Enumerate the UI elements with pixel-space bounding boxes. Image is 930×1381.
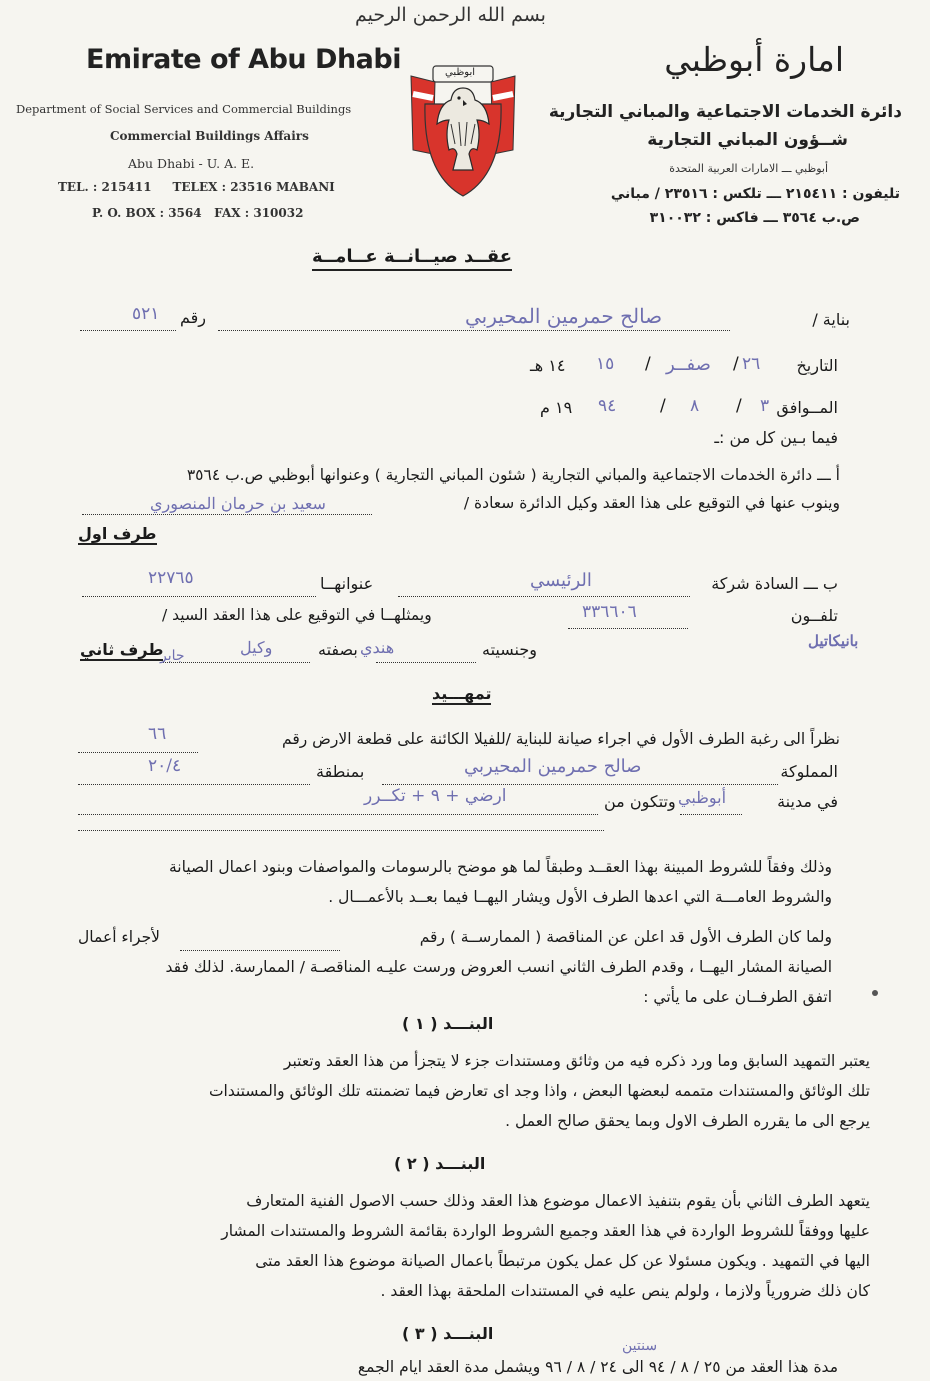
party-b-capacity-label: بصفته (318, 640, 358, 659)
preamble-owned-value: صالح حمرمين المحيربي (464, 756, 642, 777)
header-en-title: Emirate of Abu Dhabi (86, 44, 401, 75)
date-greg-label: المــوافق (776, 398, 838, 417)
date-greg-day: ٣ (760, 396, 770, 416)
preamble-area-value: ٢٠/٤ (148, 756, 182, 776)
date-hijri-month: صفــر (666, 354, 711, 375)
para2-line2: الصيانة المشار اليهــا ، وقدم الطرف الثاني انسب العروض ورست عليـه المناقصـة / الممارسة. لذلك فقد (165, 958, 832, 976)
header-en-affairs: Commercial Buildings Affairs (110, 129, 309, 143)
clause1-line1: يعتبر التمهيد السابق وما ورد ذكره فيه من وثائق ومستندات جزء لا يتجزأ من هذا العقد وتعتبر (283, 1052, 870, 1070)
owner-value: صالح حمرمين المحيربي (465, 304, 663, 328)
header-ar-phone: تليفون : ٢١٥٤١١ ـــ تلكس : ٢٣٥١٦ / مباني (610, 186, 900, 202)
owner-label: بناية / (812, 310, 850, 329)
header-ar-dept: دائرة الخدمات الاجتماعية والمباني التجارية (548, 102, 902, 122)
header-en-tel: TEL. : 215411 TELEX : 23516 MABANI (58, 180, 335, 194)
clause3-note: سنتين (622, 1338, 658, 1354)
date-hijri-day: ٢٦ (742, 354, 761, 374)
para2-line1: ولما كان الطرف الأول قد اعلن عن المناقصة ( الممارســة ) رقم (419, 928, 832, 946)
preamble-area-dotline (78, 772, 310, 785)
preamble-extra-dotline (78, 818, 604, 831)
para2-number-dotline (180, 938, 340, 951)
clause2-line3: اليها في التمهيد . ويكون مسئولا عن كل عمل يكون مرتبطاً باعمال الصيانة موضوع هذا العقد متى (255, 1252, 870, 1270)
clause1-line3: يرجع الى ما يقرره الطرف الاول وبما يحقق صالح العمل . (505, 1112, 870, 1130)
scan-speck (872, 990, 878, 996)
date-sep-3: / (736, 396, 742, 416)
party-a-line2: وينوب عنها في التوقيع على هذا العقد وكيل الدائرة سعادة / (463, 494, 840, 512)
date-greg-suffix: ١٩ م (540, 398, 573, 417)
header-ar-title: امارة أبوظبي (664, 40, 844, 79)
party-b-tag: طرف ثاني (80, 640, 164, 659)
doc-title: عقــد صيــانــة عــامــة (312, 246, 512, 271)
clause2-line4: كان ذلك ضرورياً ولازما ، ولولم ينص عليه في المستندات الملحقة بهذا العقد . (380, 1282, 870, 1300)
party-b-address-dotline (82, 584, 316, 597)
party-a-line1: أ ـــ دائرة الخدمات الاجتماعية والمباني التجارية ( شئون المباني التجارية ) وعنوانها أبوظبي ص.ب ٣٥٦٤ (186, 466, 840, 484)
party-b-rep-value: بانيكاتيل (808, 632, 859, 650)
preamble-city-label: في مدينة (777, 792, 838, 811)
preamble-consists-dotline (78, 802, 598, 815)
party-b-company-value: الرئيسي (530, 570, 592, 591)
party-b-address-label: عنوانهــا (320, 574, 374, 593)
clause3-line: مدة هذا العقد من ٢٥ / ٨ / ٩٤ الى ٢٤ / ٨ / ٩٦ ويشمل مدة العقد ايام الجمع (357, 1358, 838, 1376)
date-greg-year: ٩٤ (598, 396, 617, 416)
date-sep-1: / (733, 354, 739, 374)
clause1-title: البنـــد ( ١ ) (402, 1014, 494, 1033)
preamble-line1: نظراً الى رغبة الطرف الأول في اجراء صيانة للبناية /للفيلا الكائنة على قطعة الارض رقم (282, 730, 840, 748)
date-greg-month: ٨ (690, 396, 700, 416)
clause2-line1: يتعهد الطرف الثاني بأن يقوم بتنفيذ الاعمال موضوع هذا العقد وذلك حسب الاصول الفنية المتعارف (246, 1192, 870, 1210)
clause1-line2: تلك الوثائق والمستندات متممه لبعضها البعض ، واذا وجد اى تعارض فيما تضمنته تلك الوثائق والمستندات (208, 1082, 870, 1100)
party-b-nationality-label: وجنسيته (482, 640, 537, 659)
party-b-extra: جابر (160, 648, 185, 664)
date-hijri-suffix: ١٤ هـ (530, 356, 566, 375)
party-a-agent: سعيد بن حرمان المنصوري (150, 494, 326, 513)
preamble-city-value: أبوظبي (678, 788, 727, 807)
owner-number-label: رقم (180, 308, 207, 327)
emirate-emblem (403, 54, 523, 202)
party-b-capacity-value: وكيل (240, 638, 273, 657)
preamble-plot: ٦٦ (148, 724, 167, 744)
header-ar-pobox: ص.ب ٣٥٦٤ ـــ فاكس : ٣١٠٠٣٢ (649, 210, 860, 226)
clause3-title: البنـــد ( ٣ ) (402, 1324, 494, 1343)
clause2-line2: عليها ووفقاً للشروط الواردة في هذا العقد وجميع الشروط الواردة بقائمة الشروط والمستندات المشار (221, 1222, 870, 1240)
header-en-pobox: P. O. BOX : 3564 FAX : 310032 (92, 206, 304, 220)
emblem-label: ابوظبي (445, 67, 476, 78)
owner-number-dotline (80, 318, 176, 331)
date-hijri-label: التاريخ (796, 356, 838, 375)
between-label: فيما بـين كل من :ـ (714, 428, 838, 447)
party-b-phone-value: ٣٣٦٦٠٦ (582, 602, 637, 622)
owner-number-value: ٥٢١ (132, 304, 160, 324)
para1-line1: وذلك وفقاً للشروط المبينة بهذا العقــد وطبقاً لما هو موضح بالرسومات والمواصفات وبنود اعمال الصيانة (169, 858, 832, 876)
party-b-nationality-value: هندي (360, 638, 395, 657)
preamble-title: تمهـــيد (432, 684, 492, 703)
header-en-dept: Department of Social Services and Commercial Buildings (16, 102, 352, 116)
party-b-company-label: ب ـــ السادة شركة (711, 574, 838, 593)
party-b-phone-label: تلفــون (790, 606, 838, 625)
preamble-consists-label: وتتكون من (604, 792, 676, 811)
party-b-rep-label: ويمثلهــا في التوقيع على هذا العقد السيد / (162, 606, 432, 624)
preamble-consists-value: ارضي + ٩ + تكــرر (364, 786, 507, 806)
para2-line3: اتفق الطرفــان على ما يأتي : (643, 988, 832, 1006)
para1-line2: والشروط العامـــة التي اعدها الطرف الأول ويشار اليهــا فيما بعــد بالأعمـــال . (328, 888, 832, 906)
preamble-owned-label: المملوكة (780, 762, 838, 781)
date-sep-4: / (660, 396, 666, 416)
party-a-tag: طرف اول (78, 524, 157, 543)
header-ar-affairs: شــؤون المباني التجارية (647, 130, 848, 150)
party-b-address-value: ٢٢٧٦٥ (148, 568, 194, 588)
bismillah: بسم الله الرحمن الرحيم (355, 4, 546, 26)
date-sep-2: / (645, 354, 651, 374)
para2-line1-end: لأجراء أعمال (78, 928, 160, 946)
preamble-plot-dotline (78, 740, 198, 753)
header-ar-city: أبوظبي ـــ الامارات العربية المتحدة (669, 162, 828, 175)
preamble-area-label: بمنطقة (316, 762, 365, 781)
clause2-title: البنـــد ( ٢ ) (394, 1154, 486, 1173)
header-en-city: Abu Dhabi - U. A. E. (128, 156, 255, 171)
date-hijri-year: ١٥ (596, 354, 615, 374)
